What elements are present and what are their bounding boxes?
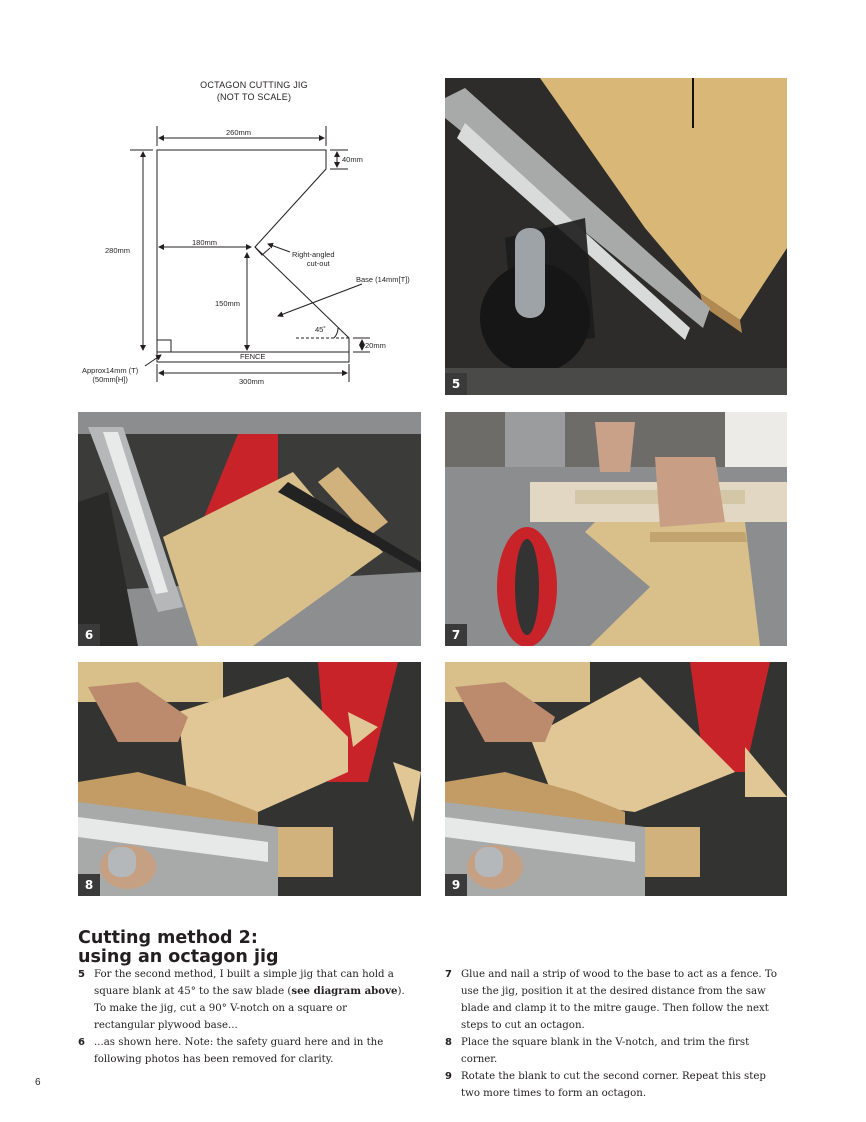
dim-150-label: 150mm <box>215 299 241 308</box>
step-5: 5 For the second method, I built a simple jig that can hold a square blank at 45° to the saw blade (see diagram above). To make the jig, cut a 90° V-notch on a square or rectangular plywood base... <box>78 966 410 1034</box>
steps-right-column <box>445 966 785 1102</box>
photo-7-number: 7 <box>445 624 467 646</box>
step-8: 8 Place the square blank in the V-notch, and trim the first corner. <box>445 1034 785 1068</box>
step-number: 9 <box>445 1071 452 1082</box>
photo-7-image <box>445 412 787 646</box>
photo-6-number: 6 <box>78 624 100 646</box>
base-label: Base (14mm[T]) <box>356 275 410 284</box>
photo-8-number: 8 <box>78 874 100 896</box>
photo-7 <box>445 412 787 646</box>
page-number: 6 <box>35 1077 41 1088</box>
photo-6-image <box>78 412 421 646</box>
photo-8-image <box>78 662 421 896</box>
approx-label: Approx14mm (T) (50mm[H]) <box>82 366 139 384</box>
photo-9-image <box>445 662 787 896</box>
step-6: 6 ...as shown here. Note: the safety guard here and in the following photos has been removed for clarity. <box>78 1034 410 1068</box>
photo-5-image <box>445 78 787 395</box>
step-7: 7 Glue and nail a strip of wood to the base to act as a fence. To use the jig, position it at the desired distance from the saw blade and clamp it to the mitre gauge. Then follow the next steps to cut an octagon. <box>445 966 785 1034</box>
angle-45-label: 45˚ <box>315 325 326 334</box>
diagram-title: OCTAGON CUTTING JIG (NOT TO SCALE) <box>200 80 308 102</box>
steps-left-column <box>78 966 410 1068</box>
photo-9-number: 9 <box>445 874 467 896</box>
photo-9 <box>445 662 787 896</box>
right-angled-label: Right-angled cut-out <box>292 250 335 268</box>
jig-drawing <box>0 0 440 400</box>
step-number: 7 <box>445 969 452 980</box>
dim-300-label: 300mm <box>239 377 265 386</box>
step-number: 5 <box>78 969 85 980</box>
photo-6 <box>78 412 421 646</box>
fence-label: FENCE <box>240 352 266 361</box>
dim-40-label: 40mm <box>342 155 363 164</box>
photo-8 <box>78 662 421 896</box>
dim-260-label: 260mm <box>226 128 252 137</box>
step-number: 8 <box>445 1037 452 1048</box>
step-9: 9 Rotate the blank to cut the second corner. Repeat this step two more times to form an octagon. <box>445 1068 785 1102</box>
photo-5-number: 5 <box>445 373 467 395</box>
dim-180-label: 180mm <box>192 238 218 247</box>
photo-5 <box>445 78 787 395</box>
dim-280-label: 280mm <box>105 246 131 255</box>
diagram-reference: see diagram above <box>291 985 398 997</box>
section-heading: Cutting method 2: using an octagon jig <box>78 928 279 967</box>
dim-20-label: 20mm <box>365 341 386 350</box>
step-number: 6 <box>78 1037 85 1048</box>
